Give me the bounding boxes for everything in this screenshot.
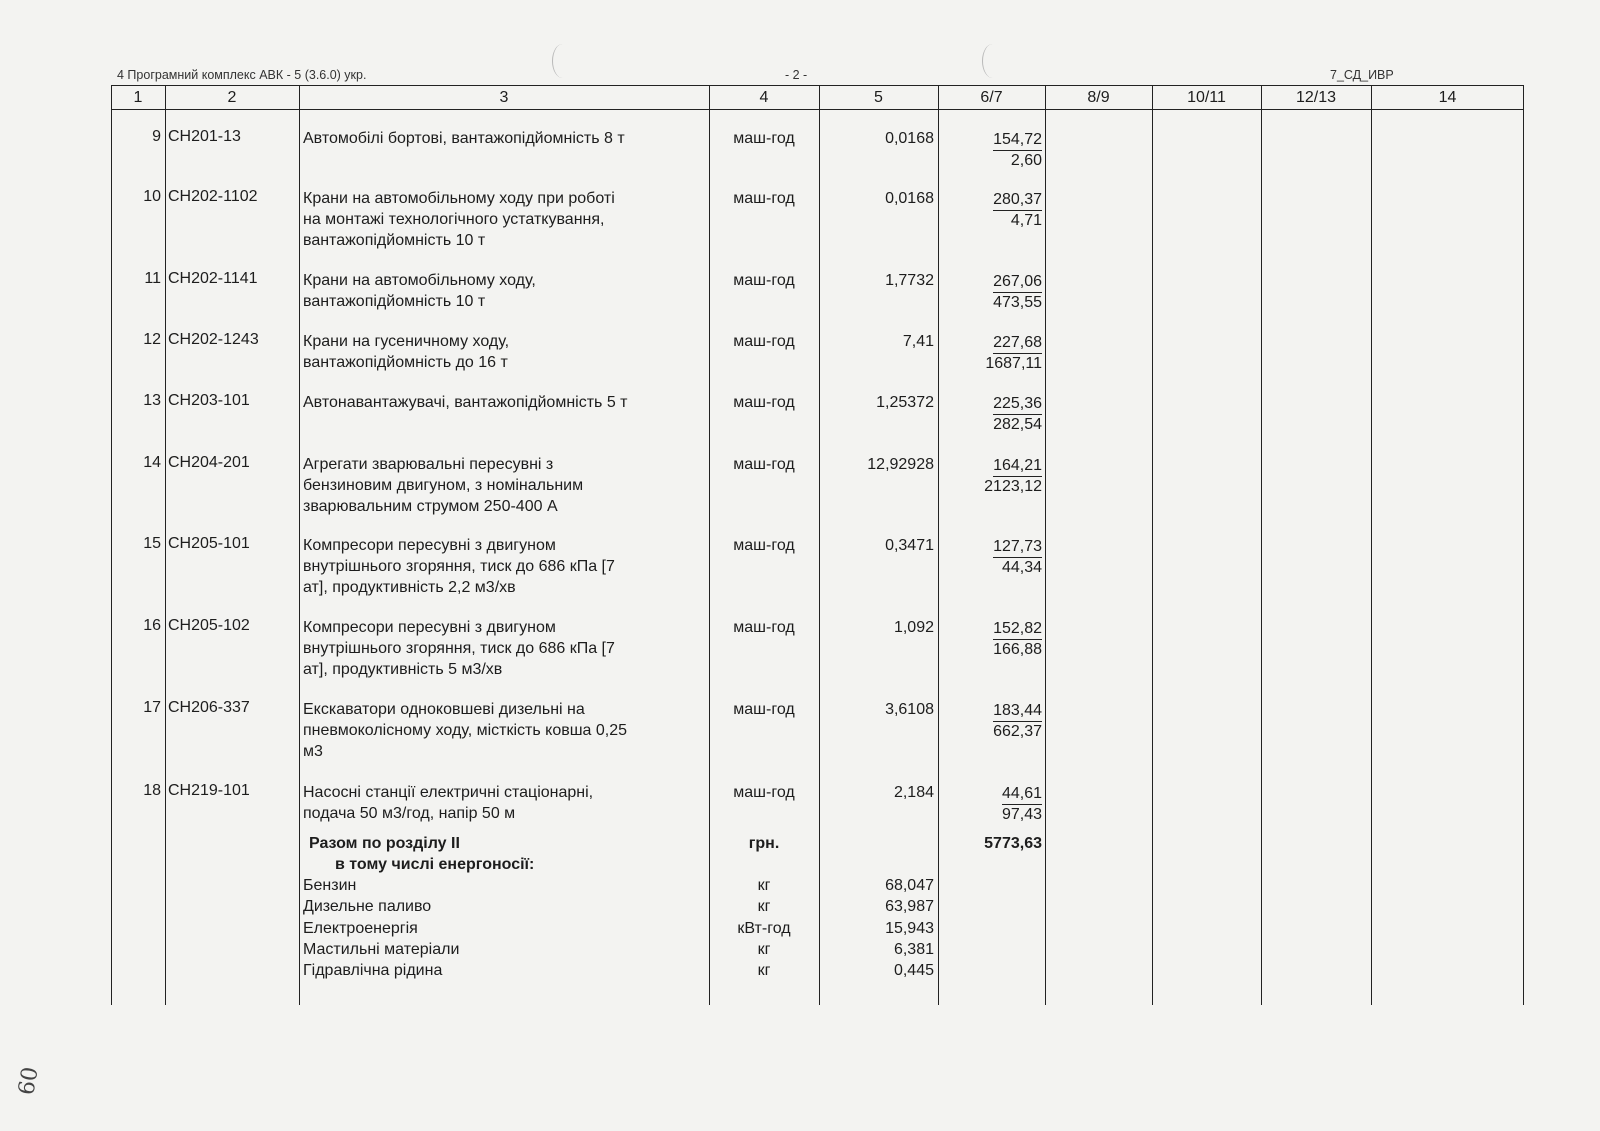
- row-number: 18: [143, 782, 161, 799]
- column-header: 14: [1438, 89, 1457, 106]
- unit-price: 164,21: [993, 455, 1042, 477]
- row-number: 16: [143, 617, 161, 634]
- section-total-value: 5773,63: [984, 835, 1042, 852]
- unit: маш-год: [733, 272, 795, 289]
- column-header: 1: [133, 89, 143, 106]
- energy-name: Дизельне паливо: [303, 898, 432, 916]
- total-cost: 166,88: [993, 641, 1042, 658]
- total-cost: 97,43: [1001, 806, 1042, 823]
- column-header: 10/11: [1187, 89, 1226, 106]
- resource-code: СН206-337: [168, 699, 250, 716]
- unit-price: 267,06: [993, 271, 1042, 293]
- row-number: 10: [143, 188, 161, 205]
- total-cost: 473,55: [993, 294, 1042, 311]
- energy-quantity: 6,381: [893, 940, 934, 958]
- energy-quantity: 63,987: [885, 898, 934, 916]
- row-number: 15: [143, 535, 161, 552]
- column-border: [1152, 85, 1153, 1005]
- unit: маш-год: [733, 333, 795, 350]
- energy-unit: кг: [757, 940, 771, 958]
- energy-name: Гідравлічна рідина: [303, 962, 443, 980]
- quantity: 7,41: [902, 333, 934, 350]
- quantity: 1,092: [893, 619, 934, 636]
- scan-mark: [982, 44, 1003, 78]
- resource-description: Агрегати зварювальні пересувні з бензиновим двигуном, з номінальним зварювальним струмом 250-400 А: [303, 456, 584, 515]
- quantity: 2,184: [893, 784, 934, 801]
- document-code: 7_СД_ИВР: [1330, 68, 1394, 82]
- energy-name: Електроенергія: [303, 919, 418, 937]
- resource-code: СН203-101: [168, 392, 250, 409]
- quantity: 0,0168: [885, 130, 934, 147]
- energy-quantity: 0,445: [893, 962, 934, 980]
- unit: маш-год: [733, 701, 795, 718]
- unit-price: 44,61: [1002, 783, 1042, 805]
- column-header: 5: [874, 89, 883, 106]
- resource-description: Насосні станції електричні стаціонарні, подача 50 м3/год, напір 50 м: [303, 784, 594, 822]
- quantity: 1,7732: [885, 272, 934, 289]
- total-cost: 2,60: [1010, 152, 1042, 169]
- program-header: 4 Програмний комплекс АВК - 5 (3.6.0) укр.: [117, 68, 367, 82]
- total-cost: 2123,12: [984, 478, 1042, 495]
- column-header: 2: [227, 89, 237, 106]
- resource-description: Автомобілі бортові, вантажопідйомність 8 т: [303, 130, 625, 147]
- unit: маш-год: [733, 537, 795, 554]
- handwritten-note: 09: [11, 1064, 41, 1097]
- total-cost: 282,54: [993, 416, 1042, 433]
- resource-description: Автонавантажувачі, вантажопідйомність 5 т: [303, 394, 628, 411]
- unit: маш-год: [733, 784, 795, 801]
- column-border: [299, 85, 300, 1005]
- unit-price: 154,72: [993, 129, 1042, 151]
- column-border: [165, 85, 166, 1005]
- page-number: - 2 -: [785, 68, 808, 82]
- row-number: 12: [143, 331, 161, 348]
- resource-code: СН202-1141: [168, 270, 258, 287]
- total-cost: 662,37: [993, 723, 1042, 740]
- quantity: 12,92928: [867, 456, 934, 473]
- resource-code: СН202-1102: [168, 188, 258, 205]
- row-number: 9: [152, 128, 161, 145]
- quantity: 1,25372: [876, 394, 934, 411]
- resource-code: СН204-201: [168, 454, 250, 471]
- column-border: [1371, 85, 1372, 1005]
- unit: маш-год: [733, 619, 795, 636]
- column-border: [1045, 85, 1046, 1005]
- row-number: 17: [143, 699, 161, 716]
- unit: маш-год: [733, 394, 795, 411]
- unit-price: 183,44: [993, 700, 1042, 722]
- estimate-table: [111, 85, 1524, 1005]
- quantity: 3,6108: [885, 701, 934, 718]
- energy-quantity: 15,943: [885, 919, 934, 937]
- column-header: 12/13: [1295, 89, 1337, 106]
- energy-subtitle: в тому числі енергоносії:: [335, 856, 535, 873]
- quantity: 0,3471: [885, 537, 934, 554]
- unit: маш-год: [733, 190, 795, 207]
- section-total-unit: грн.: [748, 835, 780, 852]
- unit-price: 227,68: [993, 332, 1042, 354]
- resource-description: Крани на автомобільному ходу, вантажопідйомність 10 т: [303, 272, 536, 310]
- energy-unit: кг: [757, 962, 771, 980]
- scan-mark: [552, 44, 573, 78]
- unit-price: 152,82: [993, 618, 1042, 640]
- resource-code: СН202-1243: [168, 331, 259, 348]
- unit-price: 280,37: [993, 189, 1042, 211]
- resource-code: СН201-13: [168, 128, 241, 145]
- column-header: 8/9: [1087, 89, 1110, 106]
- quantity: 0,0168: [885, 190, 934, 207]
- row-number: 13: [143, 392, 161, 409]
- column-border: [1523, 85, 1524, 1005]
- column-border: [1261, 85, 1262, 1005]
- resource-code: СН219-101: [168, 782, 250, 799]
- energy-name: Бензин: [303, 877, 357, 894]
- column-header: 4: [759, 89, 769, 106]
- table-top-border: [111, 85, 1524, 86]
- section-total-label: Разом по розділу II: [309, 835, 460, 852]
- unit-price: 127,73: [993, 536, 1042, 558]
- total-cost: 4,71: [1010, 212, 1042, 229]
- column-header: 3: [499, 89, 509, 106]
- energy-quantity: 68,047: [885, 877, 934, 894]
- unit: маш-год: [733, 456, 795, 473]
- resource-description: Екскаватори одноковшеві дизельні на пневмоколісному ходу, місткість ковша 0,25 м3: [303, 701, 628, 760]
- resource-description: Компресори пересувні з двигуном внутрішнього згоряння, тиск до 686 кПа [7 ат], продуктивність 5 м3/хв: [303, 619, 615, 678]
- resource-description: Крани на гусеничному ходу, вантажопідйомність до 16 т: [303, 333, 510, 371]
- column-header: 6/7: [980, 89, 1003, 106]
- total-cost: 1687,11: [985, 355, 1042, 372]
- unit-price: 225,36: [993, 393, 1042, 415]
- energy-unit: кг: [757, 898, 771, 916]
- resource-code: СН205-102: [168, 617, 250, 634]
- resource-description: Компресори пересувні з двигуном внутрішнього згоряння, тиск до 686 кПа [7 ат], продуктивність 2,2 м3/хв: [303, 537, 615, 596]
- resource-description: Крани на автомобільному ходу при роботі на монтажі технологічного устаткування, вантажопідйомність 10 т: [303, 190, 615, 249]
- row-number: 11: [144, 270, 161, 287]
- energy-name: Мастильні матеріали: [303, 940, 460, 958]
- header-bottom-border: [111, 109, 1524, 110]
- energy-unit: кг: [757, 877, 771, 894]
- resource-code: СН205-101: [168, 535, 250, 552]
- row-number: 14: [143, 454, 161, 471]
- energy-unit: кВт-год: [737, 919, 791, 937]
- total-cost: 44,34: [1001, 559, 1042, 576]
- unit: маш-год: [733, 130, 795, 147]
